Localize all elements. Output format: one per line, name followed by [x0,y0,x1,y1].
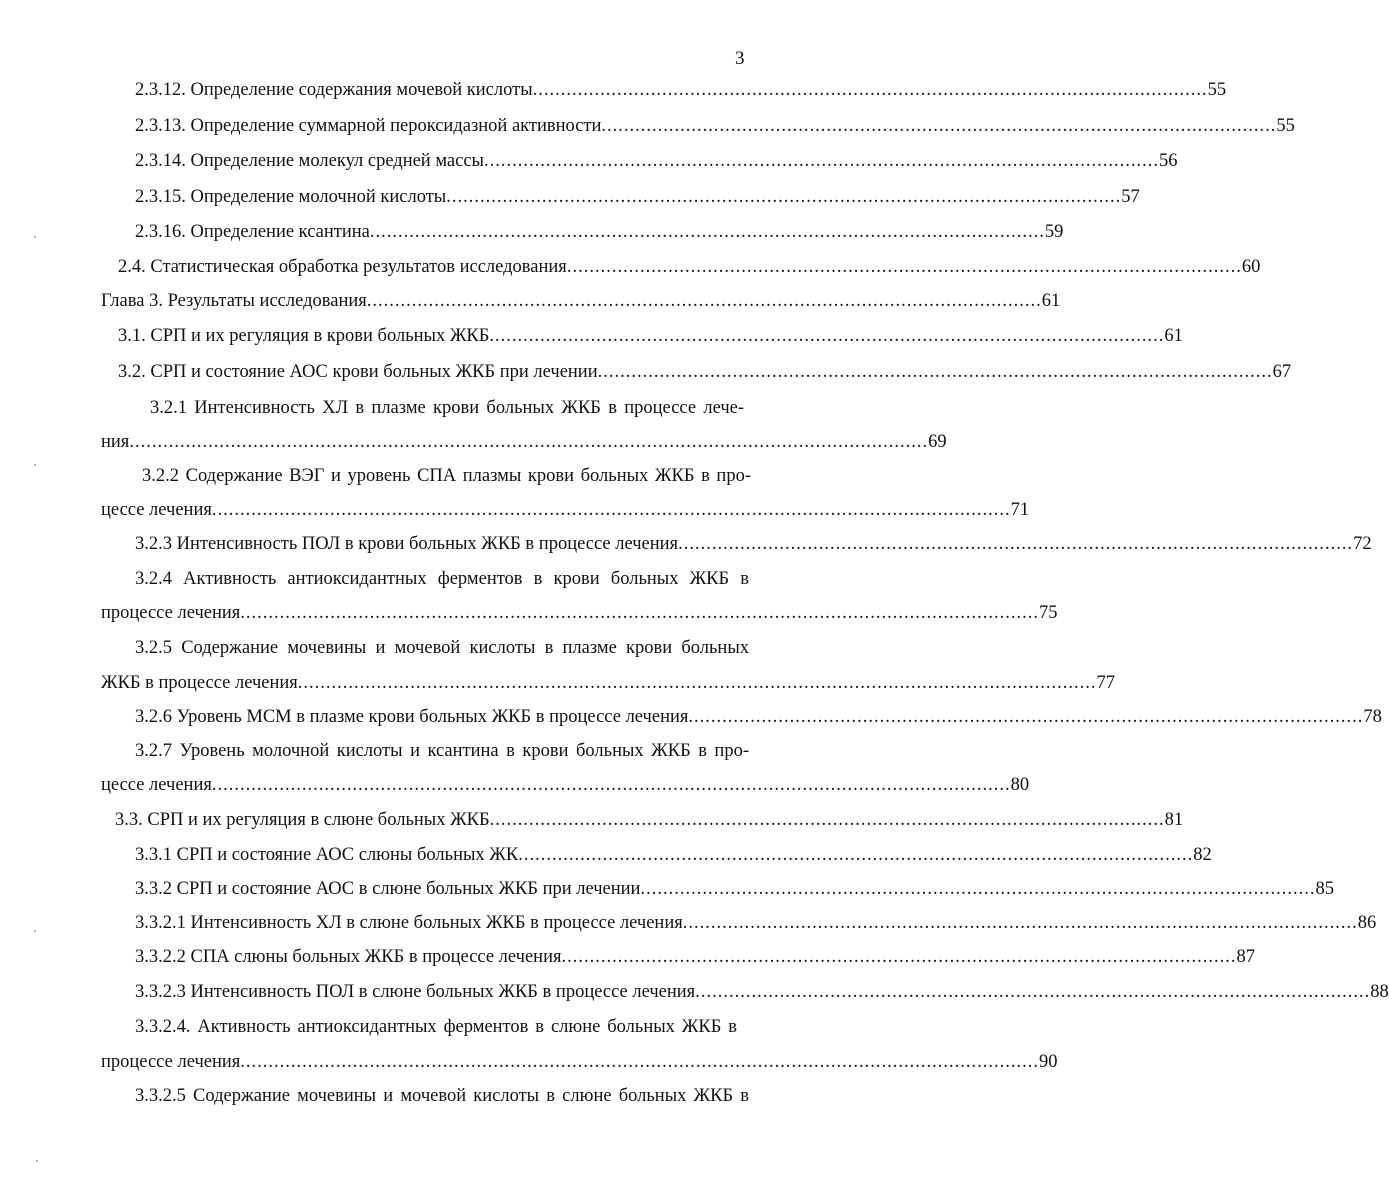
toc-entry-page: 60 [1241,257,1261,277]
toc-entry [101,602,1058,624]
toc-entry-line1: 3.2.4 Активность антиоксидантных ферментов в крови больных ЖКБ в [135,569,749,589]
toc-entry-title: цессе лечения [101,500,212,520]
toc-entry-page: 78 [1363,707,1382,727]
toc-entry-line1: 3.3.2.5 Содержание мочевины и мочевой кислоты в слюне больных ЖКБ в [135,1086,749,1106]
toc-entry-page: 71 [1010,500,1030,520]
toc-entry-title: процессе лечения [101,603,241,623]
toc-entry [101,431,947,453]
toc-entry-page: 67 [1272,362,1292,382]
toc-entry [135,79,1227,101]
toc-leader: ........................................................................................................................ [695,982,1371,1002]
toc-entry [101,1051,1058,1073]
toc-leader: ........................................................................................................................ [366,291,1042,311]
toc-leader: ........................................................................................................................ [489,326,1165,346]
toc-entry-title: процессе лечения [101,1052,241,1072]
toc-entry [115,809,1184,831]
toc-entry-title: 3.3.1 СРП и состояние АОС слюны больных ЖК [135,845,519,865]
toc-entry-page: 90 [1039,1052,1058,1072]
toc-entry-title: ния [101,432,130,452]
toc-leader: ........................................................................................................................ [369,222,1045,242]
toc-entry-page: 56 [1158,151,1178,171]
toc-entry-title: 2.3.16. Определение ксантина [135,222,370,242]
toc-entry-title: 2.3.12. Определение содержания мочевой кислоты [135,80,533,100]
toc-entry-title: 3.3.2.3 Интенсивность ПОЛ в слюне больных ЖКБ в процессе лечения [135,982,696,1002]
toc-leader: ........................................................................................................................ [688,707,1364,727]
toc-entry-line1: 3.2.1 Интенсивность ХЛ в плазме крови больных ЖКБ в процессе лече- [150,398,744,418]
toc-entry-line1: 3.2.5 Содержание мочевины и мочевой кислоты в плазме крови больных [135,638,749,658]
toc-entry-page: 55 [1276,116,1295,136]
toc-entry-page: 69 [928,432,947,452]
toc-leader: .............................................................................................................................................. [240,603,1040,623]
toc-leader: ........................................................................................................................ [601,116,1277,136]
toc-leader: ........................................................................................................................ [597,362,1273,382]
scan-speck [34,464,36,466]
toc-entry-line1: 3.3.2.4. Активность антиоксидантных ферментов в слюне больных ЖКБ в [135,1017,737,1037]
scan-speck [36,1160,38,1162]
toc-entry-title: 3.2.3 Интенсивность ПОЛ в крови больных ЖКБ в процессе лечения [135,534,679,554]
toc-entry-page: 88 [1370,982,1389,1002]
toc-entry-page: 82 [1193,845,1212,865]
toc-entry-title: цессе лечения [101,775,212,795]
toc-entry [135,981,1389,1003]
toc-entry [101,499,1030,521]
toc-leader: .............................................................................................................................................. [211,775,1011,795]
toc-entry-page: 57 [1121,187,1140,207]
toc-entry-page: 86 [1357,913,1377,933]
toc-leader: ........................................................................................................................ [561,947,1237,967]
toc-entry-line1: 3.2.7 Уровень молочной кислоты и ксантина в крови больных ЖКБ в про- [135,741,749,761]
toc-leader: ........................................................................................................................ [566,257,1242,277]
toc-entry [135,150,1178,172]
toc-leader: ........................................................................................................................ [489,810,1165,830]
toc-leader: .............................................................................................................................................. [297,673,1097,693]
toc-entry-title: 3.3.2.1 Интенсивность ХЛ в слюне больных ЖКБ в процессе лечения [135,913,683,933]
toc-entry-page: 55 [1207,80,1227,100]
toc-entry-page: 61 [1164,326,1183,346]
toc-entry-title: ЖКБ в процессе лечения [101,673,298,693]
toc-entry-title: 3.3. СРП и их регуляция в слюне больных ЖКБ [115,810,490,830]
toc-entry-page: 72 [1353,534,1372,554]
toc-entry-title: 2.3.13. Определение суммарной пероксидазной активности [135,116,602,136]
toc-entry [135,844,1212,866]
toc-entry-title: 3.2. СРП и состояние АОС крови больных ЖКБ при лечении [118,362,598,382]
toc-entry-title: 3.2.6 Уровень МСМ в плазме крови больных ЖКБ в процессе лечения [135,707,689,727]
toc-entry-page: 85 [1315,879,1334,899]
toc-leader: ........................................................................................................................ [682,913,1358,933]
toc-leader: .............................................................................................................................................. [240,1052,1040,1072]
toc-entry-page: 59 [1044,222,1064,242]
toc-entry-page: 87 [1236,947,1255,967]
toc-entry [135,221,1064,243]
toc-entry [135,706,1382,728]
toc-entry [135,186,1140,208]
toc-entry [135,946,1255,968]
toc-entry-page: 80 [1010,775,1030,795]
toc-entry-title: 3.3.2.2 СПА слюны больных ЖКБ в процессе лечения [135,947,562,967]
toc-leader: ........................................................................................................................ [483,151,1159,171]
toc-entry-title: 3.1. СРП и их регуляция в крови больных ЖКБ [118,326,490,346]
scan-speck [34,930,36,932]
toc-entry-title: 2.3.14. Определение молекул средней массы [135,151,484,171]
toc-entry [135,115,1295,137]
toc-entry [118,325,1183,347]
toc-leader: ........................................................................................................................ [640,879,1316,899]
toc-leader: .............................................................................................................................................. [129,432,929,452]
toc-entry [118,361,1292,383]
toc-entry-title: 2.3.15. Определение молочной кислоты [135,187,447,207]
toc-entry-page: 77 [1096,673,1116,693]
page-number: 3 [735,48,745,69]
toc-leader: ........................................................................................................................ [446,187,1122,207]
toc-entry [101,774,1030,796]
toc-entry-line1: 3.2.2 Содержание ВЭГ и уровень СПА плазмы крови больных ЖКБ в про- [142,466,751,486]
toc-leader: ........................................................................................................................ [518,845,1194,865]
toc-entry-title: 3.3.2 СРП и состояние АОС в слюне больных ЖКБ при лечении [135,879,641,899]
toc-leader: ........................................................................................................................ [678,534,1354,554]
toc-entry-page: 61 [1041,291,1061,311]
toc-entry-title: Глава 3. Результаты исследования [101,291,367,311]
toc-entry [135,878,1334,900]
toc-entry-page: 75 [1039,603,1058,623]
toc-entry-page: 81 [1164,810,1184,830]
toc-chapter [101,290,1061,312]
toc-entry-title: 2.4. Статистическая обработка результатов исследования [118,257,567,277]
toc-entry [135,533,1372,555]
toc-leader: .............................................................................................................................................. [211,500,1011,520]
toc-entry [135,912,1377,934]
toc-entry [118,256,1261,278]
toc-leader: ........................................................................................................................ [532,80,1208,100]
toc-entry [101,672,1116,694]
scan-speck [34,236,36,238]
